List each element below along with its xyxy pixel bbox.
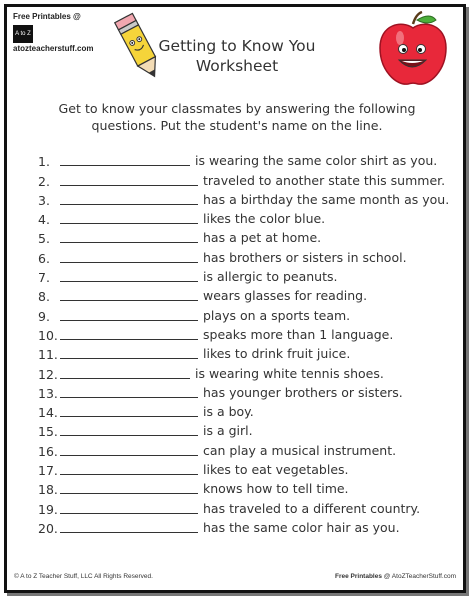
question-number: 1.: [38, 154, 50, 170]
question-item: [38, 517, 468, 536]
question-text: has a birthday the same month as you.: [203, 191, 450, 207]
question-number: 20.: [38, 520, 58, 536]
name-blank-line[interactable]: [60, 443, 198, 456]
footer-brand: [335, 573, 456, 580]
question-item: [38, 150, 468, 169]
question-item: [38, 478, 468, 497]
name-blank-line[interactable]: [60, 520, 198, 533]
name-blank-line[interactable]: [60, 423, 198, 436]
question-text: can play a musical instrument.: [203, 442, 397, 458]
name-blank-line[interactable]: [60, 269, 198, 282]
name-blank-line[interactable]: [60, 250, 198, 263]
atoz-logo: A to Z: [13, 25, 33, 43]
question-text: speaks more than 1 language.: [203, 326, 394, 342]
footer-free-printables: Free Printables: [334, 573, 382, 580]
question-text: knows how to tell time.: [203, 481, 349, 497]
question-number: 12.: [38, 366, 58, 382]
question-item: [38, 401, 468, 420]
question-number: 18.: [38, 482, 58, 498]
name-blank-line[interactable]: [60, 211, 198, 224]
name-blank-line[interactable]: [60, 385, 198, 398]
question-number: 17.: [38, 463, 58, 479]
question-text: is a girl.: [203, 423, 253, 439]
question-item: [38, 246, 468, 265]
question-text: is allergic to peanuts.: [203, 269, 338, 285]
title-line-2: Worksheet: [195, 57, 279, 75]
question-text: has traveled to a different country.: [203, 500, 421, 516]
question-list: [38, 150, 468, 536]
question-item: [38, 304, 468, 323]
question-number: 4.: [38, 212, 50, 228]
name-blank-line[interactable]: [60, 230, 198, 243]
free-printables-label: Free Printables @: [13, 12, 81, 21]
question-number: 6.: [38, 250, 50, 266]
name-blank-line[interactable]: [60, 153, 190, 166]
question-text: plays on a sports team.: [203, 307, 351, 323]
question-item: [38, 420, 468, 439]
question-item: [38, 285, 468, 304]
footer-copyright: © A to Z Teacher Stuff, LLC All Rights Reserved.: [14, 573, 153, 580]
question-item: [38, 227, 468, 246]
apple-icon: [372, 10, 454, 88]
question-number: 5.: [38, 231, 50, 247]
question-item: [38, 362, 468, 381]
question-text: is wearing white tennis shoes.: [195, 365, 384, 381]
question-text: has the same color hair as you.: [203, 519, 400, 535]
question-number: 9.: [38, 308, 50, 324]
question-number: 14.: [38, 405, 58, 421]
question-item: [38, 439, 468, 458]
question-text: likes the color blue.: [203, 211, 326, 227]
question-text: likes to drink fruit juice.: [203, 346, 351, 362]
brand-site[interactable]: atozteacherstuff.com: [13, 43, 94, 53]
question-text: is wearing the same color shirt as you.: [195, 153, 438, 169]
question-item: [38, 324, 468, 343]
question-item: [38, 169, 468, 188]
question-text: traveled to another state this summer.: [203, 172, 446, 188]
question-number: 11.: [38, 347, 58, 363]
question-item: [38, 382, 468, 401]
question-text: is a boy.: [203, 404, 254, 420]
question-item: [38, 189, 468, 208]
intro-text: Get to know your classmates by answering the following questions. Put the student's name on the line.: [58, 101, 416, 133]
question-number: 16.: [38, 443, 58, 459]
question-number: 2.: [38, 173, 50, 189]
name-blank-line[interactable]: [60, 346, 198, 359]
question-number: 3.: [38, 192, 50, 208]
name-blank-line[interactable]: [60, 192, 198, 205]
question-text: has brothers or sisters in school.: [203, 249, 407, 265]
question-item: [38, 459, 468, 478]
name-blank-line[interactable]: [60, 288, 198, 301]
question-text: has younger brothers or sisters.: [203, 384, 403, 400]
question-text: likes to eat vegetables.: [203, 462, 349, 478]
name-blank-line[interactable]: [60, 462, 198, 475]
question-number: 10.: [38, 327, 58, 343]
name-blank-line[interactable]: [60, 327, 198, 340]
question-text: has a pet at home.: [203, 230, 322, 246]
name-blank-line[interactable]: [60, 173, 198, 186]
name-blank-line[interactable]: [60, 481, 198, 494]
footer-site: @ AtoZTeacherStuff.com: [383, 573, 456, 580]
title-line-1: Getting to Know You: [158, 37, 316, 55]
question-number: 15.: [38, 424, 58, 440]
question-item: [38, 343, 468, 362]
question-item: [38, 266, 468, 285]
question-number: 8.: [38, 289, 50, 305]
name-blank-line[interactable]: [60, 308, 198, 321]
question-number: 7.: [38, 270, 50, 286]
question-item: [38, 208, 468, 227]
question-number: 13.: [38, 385, 58, 401]
name-blank-line[interactable]: [60, 366, 190, 379]
question-text: wears glasses for reading.: [203, 288, 368, 304]
name-blank-line[interactable]: [60, 404, 198, 417]
question-number: 19.: [38, 501, 58, 517]
name-blank-line[interactable]: [60, 501, 198, 514]
question-item: [38, 497, 468, 516]
